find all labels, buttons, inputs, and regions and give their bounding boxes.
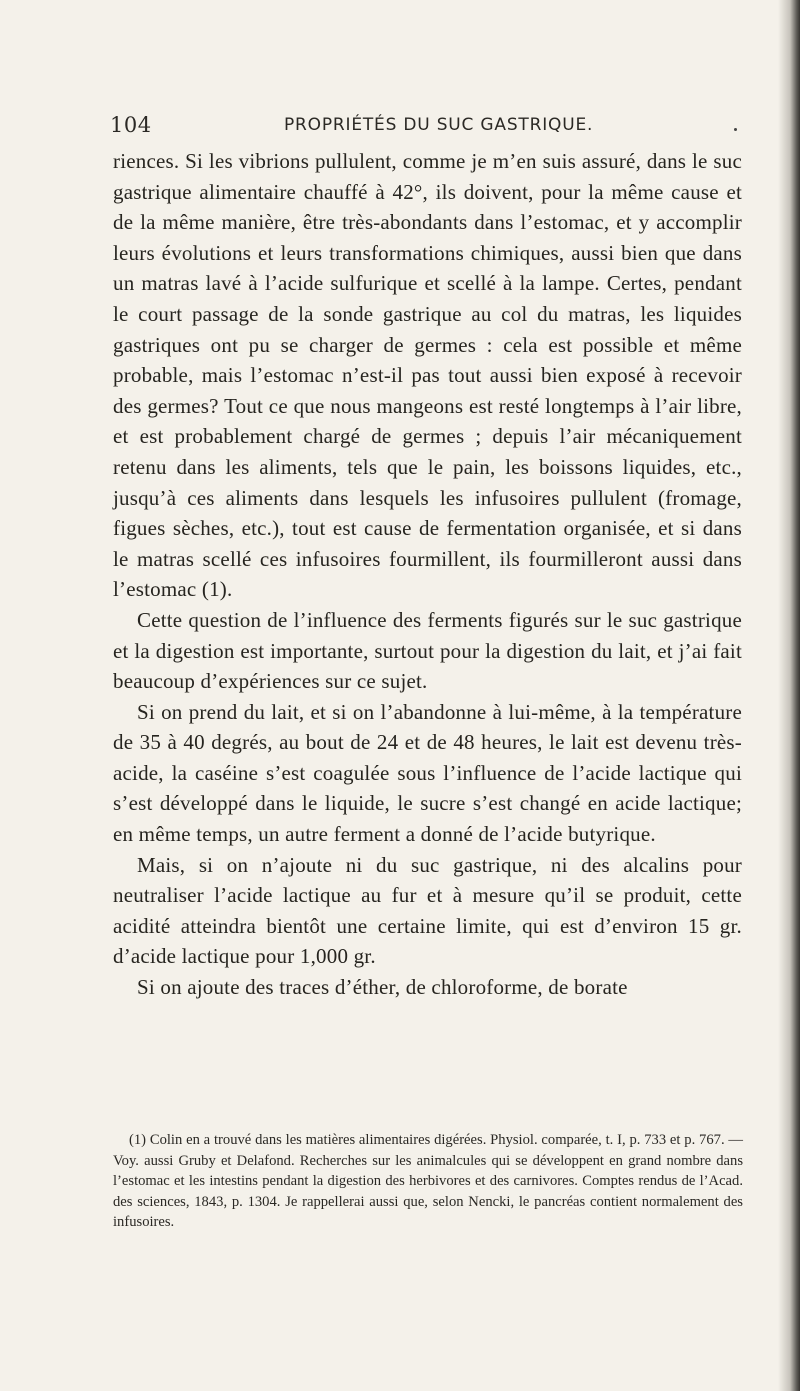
- footnote: (1) Colin en a trouvé dans les matières alimentaires digérées. Physiol. comparée, t. I, p. 733 et p. 767. — Voy. aussi Gruby et Delafond. Recherches sur les animalcules qui se développent en grand nombre dans l’estomac et les intestins pendant la digestion des herbivores et des carnivores. Comptes rendus de l’Acad. des sciences, 1843, p. 1304. Je rappellerai aussi que, selon Nencki, le pancréas contient normalement des infusoires.: [113, 1132, 743, 1230]
- body-text: [113, 146, 742, 1003]
- paragraph: Si on ajoute des traces d’éther, de chloroforme, de borate: [137, 975, 628, 1000]
- paragraph: riences. Si les vibrions pullulent, comme je m’en suis assuré, dans le suc gastrique alimentaire chauffé à 42°, ils doivent, pour la même cause et de la même manière, être très-abondants dans l’estomac, et y accomplir leurs évolutions et leurs transformations chimiques, aussi bien que dans un matras lavé à l’acide sulfurique et scellé à la lampe. Certes, pendant le court passage de la sonde gastrique au col du matras, les liquides gastriques ont pu se charger de germes : cela est possible et même probable, mais l’estomac n’est-il pas tout aussi bien exposé à recevoir des germes? Tout ce que nous mangeons est resté longtemps à l’air libre, et est probablement chargé de germes ; depuis l’air mécaniquement retenu dans les aliments, tels que le pain, les boissons liquides, etc., jusqu’à ces aliments dans lesquels les infusoires pullulent (fromage, figues sèches, etc.), tout est cause de fermentation organisée, et si dans le matras scellé ces infusoires fourmillent, ils fourmilleront aussi dans l’estomac (1).: [113, 149, 742, 602]
- paragraph: Cette question de l’influence des ferments figurés sur le suc gastrique et la digestion est importante, surtout pour la digestion du lait, et j’ai fait beaucoup d’expériences sur ce sujet.: [113, 607, 742, 694]
- page-edge-shadow: [778, 0, 800, 1391]
- page-header: [110, 113, 740, 141]
- paragraph: Mais, si on n’ajoute ni du suc gastrique, ni des alcalins pour neutraliser l’acide lactique au fur et à mesure qu’il se produit, cette acidité atteindra bientôt une certaine limite, qui est d’environ 15 gr. d’acide lactique pour 1,000 gr.: [113, 852, 742, 969]
- running-head: PROPRIÉTÉS DU SUC GASTRIQUE.: [284, 115, 594, 135]
- speck: [734, 128, 737, 131]
- paragraph: Si on prend du lait, et si on l’abandonne à lui-même, à la température de 35 à 40 degrés, au bout de 24 et de 48 heures, le lait est devenu très-acide, la caséine s’est coagulée sous l’influence de l’acide lactique qui s’est développé dans le liquide, le sucre s’est changé en acide lactique; en même temps, un autre ferment a donné de l’acide butyrique.: [113, 699, 742, 847]
- page-number: 104: [110, 113, 152, 137]
- footnotes: [113, 1130, 743, 1233]
